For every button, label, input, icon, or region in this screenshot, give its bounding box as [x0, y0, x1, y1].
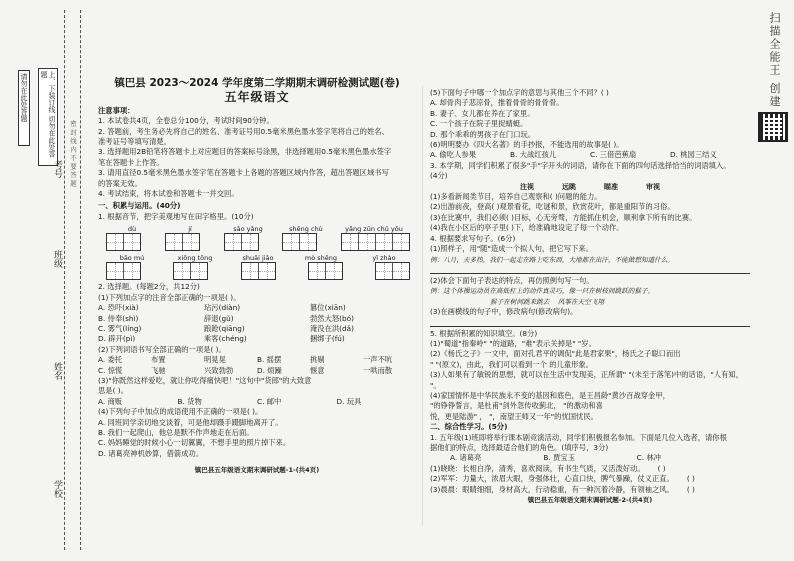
option[interactable]: D. 诸葛亮神机妙算，借箭成功。: [98, 448, 204, 458]
tian-group: [241, 262, 276, 280]
notes-list: [98, 116, 416, 199]
question-2-1: (1)下列加点字的注音全部正确的一项是( )。: [98, 292, 241, 302]
pinyin: yǐ zhào: [372, 254, 396, 263]
role-item-text: (2)军军：力量大，浓眉大眼，身强体壮，心直口快，脾气暴躁，仗义正直。: [430, 474, 674, 484]
option[interactable]: C. 妈妈睡觉的时候小心一切翼翼，不想手里的照片掉下来。: [98, 438, 291, 448]
answer-cell[interactable]: [107, 263, 124, 279]
answer-cell[interactable]: [191, 263, 207, 279]
question-2-2: (2)下列词语书写全部正确的一项是( )。: [98, 344, 226, 354]
question-3: 3. 本学期，同学们积累了很多"手"字开头的词语，请你在下面的四句话选择恰当的词语填入。: [430, 160, 731, 170]
answer-cell[interactable]: [259, 263, 275, 279]
pinyin: shuāi jiāo: [242, 254, 274, 263]
option: 布置: [151, 355, 166, 365]
fill-item[interactable]: (3)在比赛中，我们必须( )目标，心无旁骛，方能抓住机会，顺利拿下所有的比赛。: [430, 212, 697, 222]
option-row: [98, 397, 416, 407]
class-label: 班级: [52, 250, 62, 268]
pinyin: sāo yǎng: [233, 225, 263, 234]
answer-cell[interactable]: [283, 234, 300, 250]
option: 乘客(chéng): [204, 334, 247, 344]
option[interactable]: A. 商贩: [98, 396, 123, 406]
note-item: 笔在答题卡上作答。: [98, 157, 164, 167]
page-footer: 镇巴县五年级语文期末调研试题-2-(共4页): [527, 495, 653, 504]
answer-cell[interactable]: [166, 234, 183, 250]
option[interactable]: B. 大战红孩儿: [510, 150, 557, 160]
section-2-intro: 1. 五年级(1)班即将举行课本剧竞演活动，同学们积极报名参加。下面是几位入选者，请你根: [430, 432, 727, 442]
option[interactable]: B. 货物: [177, 396, 202, 406]
pinyin-row-2: [98, 253, 416, 262]
word-bank-item: 远眺: [562, 182, 576, 191]
option[interactable]: A. 恐吓(xià): [98, 303, 139, 313]
exam-title: 镇巴县 2023～2024 学年度第二学期期末调研检测试题(卷): [114, 77, 400, 89]
option: 兴致勃勃: [204, 365, 234, 375]
option-row: [98, 355, 416, 365]
handwritten-text: 猴子在树间跳来跳去: [490, 297, 550, 306]
tian-group: [282, 233, 317, 251]
answer-cell[interactable]: [124, 234, 140, 250]
option-row: [98, 366, 416, 376]
option[interactable]: C. 惊慌: [98, 365, 123, 375]
note-item: 2. 答题前，考生务必先将自己的姓名、准考证号用0.5毫米黑色墨水签字笔将自己的姓名、: [98, 126, 389, 136]
question-5: 5. 根据所积累的知识填空。(8分): [430, 328, 538, 338]
role-item[interactable]: [430, 474, 750, 484]
option[interactable]: D. 那个乖乖的男孩子在门口玩。: [430, 129, 536, 139]
right-page: [430, 88, 750, 504]
question-4-2: (2)体会下面句子表达的特点，再仿照例句写一句。: [430, 275, 594, 285]
example-sentence: 例：八月，天多热，我们一起走在路上吃东西，大地都在出汗，不能做想知道什么。: [430, 255, 674, 264]
note-item: 的答案无效。: [98, 178, 142, 188]
section-2-intro-cont: 据他们的特点，选择最适合他们的角色。(填序号，3分): [430, 443, 609, 452]
word-bank-item: 审视: [646, 182, 660, 191]
binding-line: [64, 10, 65, 550]
fill-item[interactable]: (2)《杨氏之子》一文中，面对孔君平的调侃"此是君家果"，杨氏之子聪口而出: [430, 349, 681, 359]
answer-cell[interactable]: [242, 263, 259, 279]
role-option: C. 林冲: [636, 453, 661, 463]
option: 玷污(diàn): [204, 303, 241, 313]
tian-group: [224, 233, 259, 251]
word-bank-item: 注视: [520, 182, 534, 191]
question-2: 2. 选择题。(每题2分，共12分): [98, 282, 200, 292]
option-row: [98, 334, 416, 344]
option[interactable]: B. 侍奉(shì): [98, 313, 139, 323]
answer-cell[interactable]: [342, 234, 359, 250]
seal-line-text: 密 封 线 内 不 要 答 题: [69, 120, 77, 187]
answer-cell[interactable]: [376, 234, 393, 250]
option[interactable]: C. 三借芭蕉扇: [590, 150, 637, 160]
note-item: 3. 请用直径0.5毫米黑色墨水签字笔在答题卡上各题的答题区域内作答，超出答题区域书写: [98, 168, 389, 178]
fill-item[interactable]: (4)家国情怀是中华民族永不变的基因和底色，是王昌龄"黄沙百战穿金甲，: [430, 390, 670, 400]
school-label: 学校: [52, 480, 62, 498]
role-option: B. 贾宝玉: [543, 453, 575, 463]
role-option: A. 诸葛亮: [450, 453, 482, 463]
option: 明晃晃: [204, 355, 226, 365]
answer-cell[interactable]: [376, 263, 393, 279]
option-row: [98, 303, 416, 313]
option[interactable]: A. 委托: [98, 355, 123, 365]
role-options: [430, 453, 750, 463]
option[interactable]: D. 桃园三结义: [670, 150, 717, 160]
section-1-heading: 一、积累与运用。(40分): [98, 201, 181, 211]
pinyin: shēng chù: [289, 225, 323, 234]
binding-margin: [8, 10, 90, 550]
page-divider: [422, 86, 423, 526]
option: 惬意: [310, 365, 325, 375]
answer-cell[interactable]: [393, 234, 409, 250]
name-label: 姓名: [52, 362, 62, 380]
option: 一哄而散: [363, 365, 393, 375]
answer-cell[interactable]: [300, 234, 316, 250]
word-bank: [430, 182, 750, 192]
pinyin-row-1: [98, 224, 416, 233]
option[interactable]: C. 雾气(líng): [98, 323, 142, 333]
tian-group: [375, 262, 410, 280]
option[interactable]: A. 却骨肉子悲凉骨，推着骨骨的骨骨骨。: [430, 98, 564, 108]
option[interactable]: D. 玩具: [336, 396, 362, 406]
pinyin: dù: [127, 225, 137, 234]
answer-line[interactable]: [430, 265, 750, 274]
question-2-4: (4)下列句子中加点的成语使用不正确的一项是( )。: [98, 407, 263, 417]
option[interactable]: B. 我们一起爬山，他总是默不作声地走在后面。: [98, 427, 254, 437]
pinyin: xiōng tōng: [177, 254, 213, 263]
answer-paren[interactable]: ( ): [657, 463, 666, 473]
option: 踉跄(qiāng): [204, 323, 245, 333]
answer-paren[interactable]: ( ): [686, 484, 695, 494]
answer-cell[interactable]: [393, 263, 409, 279]
tian-group: [106, 233, 141, 251]
notes-heading: 注意事项：: [98, 105, 135, 115]
answer-line[interactable]: [430, 318, 750, 327]
answer-paren[interactable]: ( ): [686, 474, 695, 484]
option[interactable]: A. 同班同学亲切地交谈着，可是他却蹑手蹑脚地离开了。: [98, 417, 283, 427]
question-4-1: (1)照样子，用"随"造成一个拟人句，把它写下来。: [430, 244, 593, 254]
fill-item[interactable]: (2)出游前夜，登高( )观景看花，吃谜和景，欣赏花叶，都是重阳节的习俗。: [430, 202, 675, 212]
warning-box: 请勿在此处答题: [18, 70, 30, 146]
option: 篡位(xiān): [310, 303, 346, 313]
warning-box-2: 上、下装订线 切勿在此处答题: [38, 68, 58, 166]
fill-item[interactable]: (4)我在小区后的亭子里( )下，给准确地设定了每一个动作。: [430, 223, 624, 233]
pinyin: bāo mú: [119, 254, 145, 263]
answer-cell[interactable]: [174, 263, 191, 279]
exam-subtitle: 五年级语文: [224, 90, 290, 105]
note-item: 4. 考试结束，将本试卷和答题卡一并交回。: [98, 189, 239, 199]
question-2-6: (6)明明要办《四大名著》的手抄报，不能选用的故事是( )。: [430, 140, 624, 150]
pinyin: yǎng zūn chǔ yōu: [345, 225, 403, 234]
page-footer: 镇巴县五年级语文期末调研试题-1-(共4页): [194, 465, 320, 474]
answer-cell[interactable]: [242, 234, 258, 250]
fill-item[interactable]: (1)"蜀道"指秦岭" "的道路，"难"表示关掉是" "岁。: [430, 338, 596, 348]
tian-grid-row-2: [98, 262, 416, 280]
note-item: 1. 本试卷共4页，全卷总分100分，考试时间90分钟。: [98, 116, 274, 126]
answer-cell[interactable]: [225, 234, 242, 250]
tian-group: [341, 233, 410, 251]
option-row: [430, 150, 750, 160]
option[interactable]: D. 烦躁: [257, 365, 282, 375]
role-item-text: (1)晓晓：长相白净，清秀，喜欢阅读，有书生气质，又活泼好动。: [430, 463, 645, 473]
tian-group: [308, 262, 343, 280]
handwritten-answer[interactable]: [430, 297, 750, 307]
answer-cell[interactable]: [309, 263, 326, 279]
pinyin: jí: [188, 225, 192, 234]
option: 勃然大怒(bó): [310, 313, 354, 323]
option[interactable]: B. 妻子、女儿都在养在了家里。: [430, 108, 535, 118]
answer-cell[interactable]: [183, 234, 199, 250]
fill-item[interactable]: "的铮铮誓言，是杜甫"剑外忽传收蓟北， "的激动和喜: [430, 401, 603, 411]
exam-no-label: 考号: [52, 160, 62, 178]
option[interactable]: B. 摇摆: [257, 355, 282, 365]
question-2-5: (5)下面句子中哪一个加点字的意思与其他三个不同？( ): [430, 88, 609, 97]
option: 挑剔: [310, 355, 325, 365]
role-item[interactable]: [430, 464, 750, 474]
seal-line: [80, 10, 81, 550]
fill-item[interactable]: (1)多看新闻类节目，培养自己观察和( )问题的能力。: [430, 192, 602, 202]
note-item: 3. 选择题用2B铅笔将答题卡上对应题目的答案标号涂黑，非选择题用0.5毫米黑色墨水签字: [98, 147, 392, 157]
answer-cell[interactable]: [124, 263, 140, 279]
question-2-3: (3)"你既然这样爱吃，就让你吃得痛快吧！"这句中"货郎"的大致意: [98, 375, 312, 385]
option[interactable]: D. 辟开(pì): [98, 334, 136, 344]
tian-group: [165, 233, 200, 251]
option: 辞退(gǔ): [204, 313, 234, 323]
option[interactable]: A. 偷吃人参果: [430, 150, 476, 160]
option[interactable]: C. 邮中: [257, 396, 282, 406]
section-2-heading: 二、综合性学习。(5分): [430, 422, 508, 432]
question-4-3: (3)在画横线的句子中，修改病句(修改病句)。: [430, 307, 578, 317]
fill-item[interactable]: 悦，更是陆游" ， "，南望王师又一年"的忧国忧民。: [430, 411, 598, 421]
answer-cell[interactable]: [359, 234, 376, 250]
fill-item[interactable]: (3)人如果有了敏锐的思想，就可以在生活中发现美，正所谓" "(未至于落笔)中的话语，"人有知，: [430, 370, 743, 380]
scanner-caption: 扫描全能王 创建: [768, 12, 781, 109]
role-item-text: (3)晨晨：眼睛细细，身材高大，行动稳重，有一种沉着冷静，有领袖之风。: [430, 484, 674, 494]
word-bank-item: 瞄准: [604, 182, 618, 191]
option: 捆绑子(fú): [310, 334, 345, 344]
handwritten-text: 风筝在天空飞翔: [557, 297, 604, 306]
tian-group: [173, 262, 208, 280]
option: 淹没在洪(dǎ): [310, 323, 354, 333]
left-page: [98, 77, 416, 474]
answer-cell[interactable]: [107, 234, 124, 250]
answer-cell[interactable]: [326, 263, 342, 279]
fill-item[interactable]: " "(原文)，由此，我们可以看到一个 的儿童形象。: [430, 359, 593, 369]
question-4: 4. 根据要求写句子。(6分): [430, 233, 516, 243]
qr-code-icon: [758, 112, 788, 142]
question-2-3-cont: 思是( )。: [98, 386, 128, 396]
fill-item[interactable]: "。: [430, 380, 441, 390]
question-3-score: (4分): [430, 171, 448, 181]
example-sentence: 例：这个体操运动员在高低杠上的动作真灵巧，像一只在树枝间跳跃的猴子。: [430, 287, 655, 296]
question-1: 1. 根据音节，把字美观地写在田字格里。(10分): [98, 211, 254, 221]
role-item[interactable]: [430, 485, 750, 495]
option: 一声不吭: [363, 355, 393, 365]
note-item: 准考证号等填写清楚。: [98, 137, 171, 147]
tian-group: [106, 262, 141, 280]
pinyin: mò shēng: [304, 254, 338, 263]
option-row: [98, 314, 416, 324]
option[interactable]: C. 一个孩子在院子里捉蜻蜓。: [430, 119, 528, 129]
option-row: [98, 324, 416, 334]
tian-grid-row-1: [98, 233, 416, 251]
option: 飞驰: [151, 365, 166, 375]
